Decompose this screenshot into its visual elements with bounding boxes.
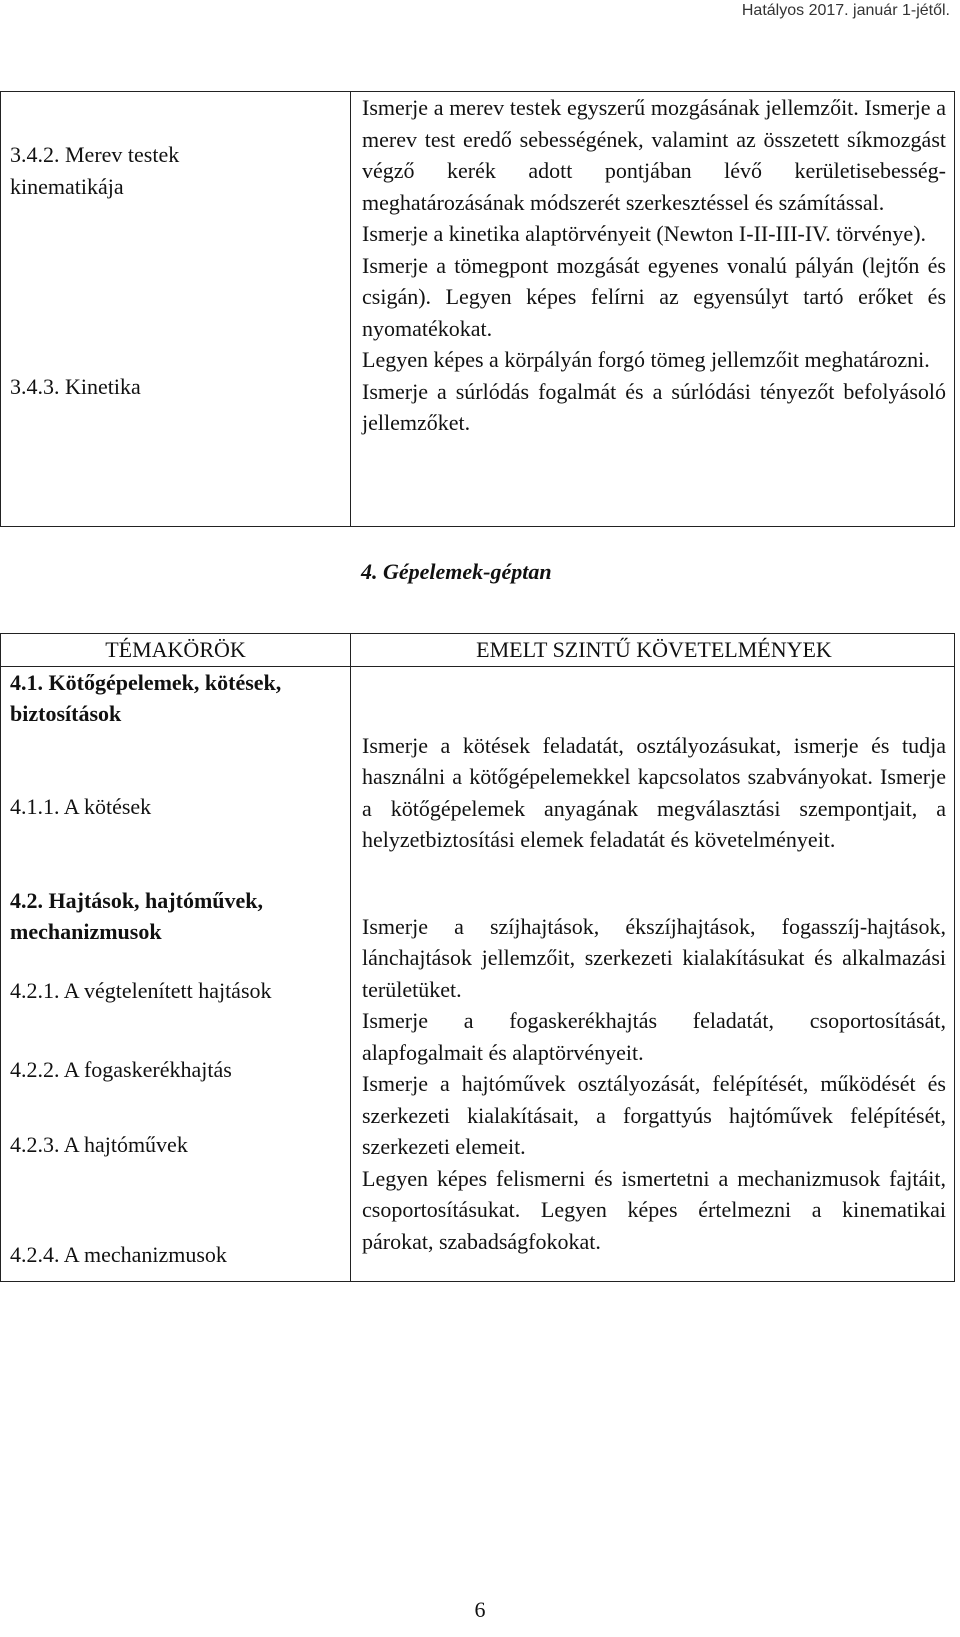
topic-3-4-3: 3.4.3. Kinetika bbox=[10, 374, 141, 399]
column-header-label: EMELT SZINTŰ KÖVETELMÉNYEK bbox=[476, 637, 832, 662]
topic-line: 4.2. Hajtások, hajtóművek, bbox=[10, 887, 264, 913]
kinematics-table bbox=[0, 91, 955, 527]
column-header-requirements bbox=[351, 634, 955, 667]
topic-line: biztosítások bbox=[10, 701, 122, 726]
table-row bbox=[1, 92, 955, 527]
requirement-text: Ismerje a hajtóművek osztályozását, felépítését, működését és szerkezeti kialakításait, a forgattyús hajtóművek felépítését, szerkezeti elemeit. bbox=[362, 1071, 946, 1159]
table-row bbox=[1, 666, 955, 1281]
topic-4-2-4: 4.2.4. A mechanizmusok bbox=[10, 1241, 227, 1267]
table-header-row bbox=[1, 634, 955, 667]
machine-elements-table bbox=[0, 633, 955, 1282]
validity-header: Hatályos 2017. január 1-jétől. bbox=[741, 2, 950, 19]
requirement-text: Ismerje a tömegpont mozgását egyenes vonalú pályán (lejtőn és csigán). Legyen képes felírni az egyensúlyt tartó erőket és nyomatékokat. bbox=[362, 252, 946, 341]
requirement-text: Ismerje a szíjhajtások, ékszíjhajtások, fogasszíj-hajtások, lánchajtások jellemzőit, szerkezeti kialakításukat és alkalmazási területüket. bbox=[362, 913, 946, 1002]
column-header-label: TÉMAKÖRÖK bbox=[105, 637, 246, 662]
column-header-topics bbox=[1, 634, 351, 667]
topic-line: 4.1. Kötőgépelemek, kötések, bbox=[10, 669, 282, 695]
topics-cell bbox=[1, 666, 351, 1281]
requirements-cell bbox=[351, 666, 955, 1281]
requirement-text: Ismerje a kötések feladatát, osztályozásukat, ismerje és tudja használni a kötőgépelemekkel kapcsolatos szabványokat. Ismerje a kötőgépelemek anyagának megválasztási szempontjait, a helyzetbiztosítási elemek feladatát és követelményeit. bbox=[362, 732, 946, 852]
requirement-text: Legyen képes felismerni és ismertetni a mechanizmusok fajtáit, csoportosításukat. Legyen képes értelmezni a kinematikai párokat, szabadságfokokat. bbox=[362, 1165, 946, 1254]
section-title: 4. Gépelemek-géptan bbox=[361, 559, 552, 584]
topic-4-2-1: 4.2.1. A végtelenített hajtások bbox=[10, 977, 272, 1003]
page-number: 6 bbox=[474, 1597, 486, 1622]
requirement-text: Ismerje a súrlódás fogalmát és a súrlódási tényezőt befolyásoló jellemzőket. bbox=[362, 378, 946, 435]
group-4-2-title bbox=[10, 885, 263, 948]
topic-4-2-3: 4.2.3. A hajtóművek bbox=[10, 1131, 188, 1157]
topics-cell bbox=[1, 92, 351, 527]
requirement-text: Ismerje a kinetika alaptörvényeit (Newton I-II-III-IV. törvénye). bbox=[362, 221, 927, 246]
topic-line: 3.4.2. Merev testek bbox=[10, 142, 180, 167]
group-4-1-title bbox=[10, 667, 281, 730]
topic-3-4-2 bbox=[10, 139, 179, 202]
topic-line: kinematikája bbox=[10, 173, 124, 199]
requirements-cell bbox=[351, 92, 955, 527]
requirement-text: Ismerje a fogaskerékhajtás feladatát, csoportosítását, alapfogalmait és alaptörvényeit. bbox=[362, 1008, 946, 1065]
topic-line: mechanizmusok bbox=[10, 919, 162, 944]
requirement-text: Legyen képes a körpályán forgó tömeg jellemzőit meghatározni. bbox=[362, 347, 930, 372]
topic-4-2-2: 4.2.2. A fogaskerékhajtás bbox=[10, 1056, 232, 1082]
topic-4-1-1: 4.1.1. A kötések bbox=[10, 793, 152, 819]
requirement-text: Ismerje a merev testek egyszerű mozgásának jellemzőit. Ismerje a merev test eredő sebességének, valamint az összetett síkmozgást végző kerék adott pontjában lévő kerületisebesség-meghatározásának módszerét szerkesztéssel és számítással. bbox=[362, 95, 946, 215]
